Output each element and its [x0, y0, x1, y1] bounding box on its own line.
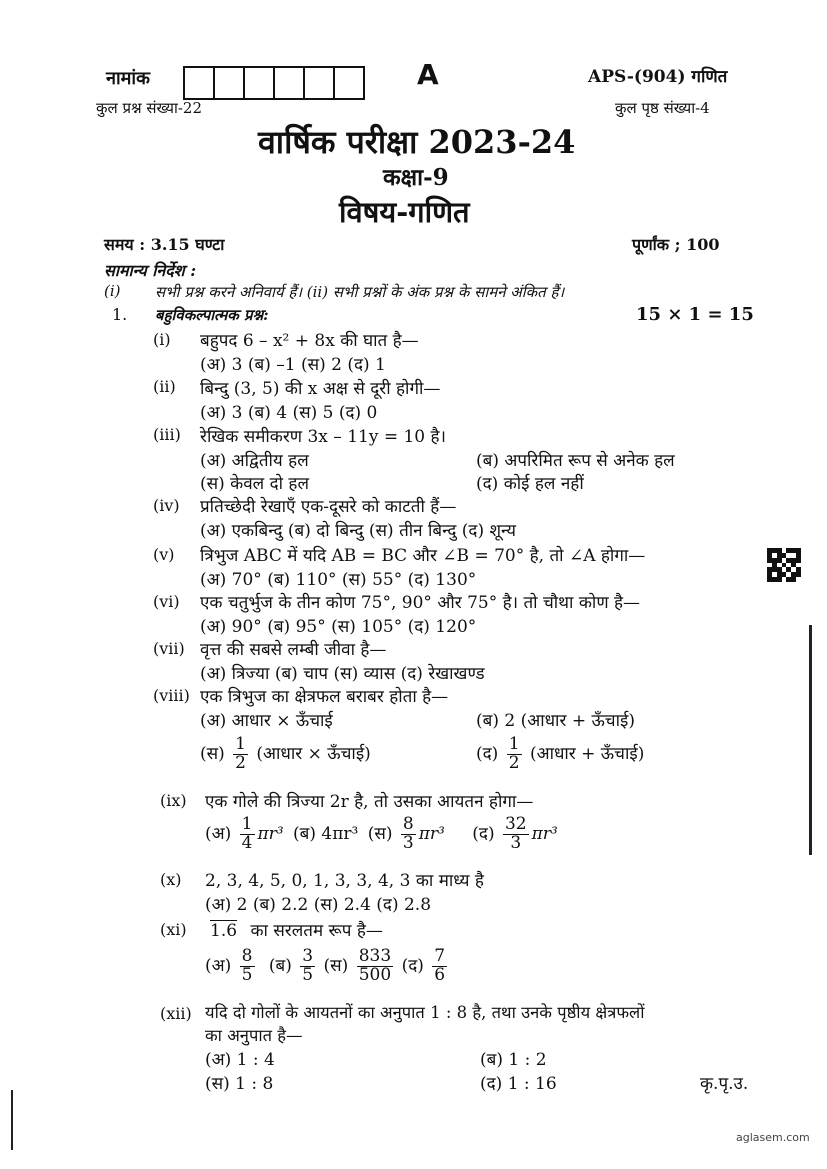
q11-option-a-label: (अ): [205, 955, 232, 976]
q8-number: (viii): [153, 686, 190, 705]
section-marks: 15 × 1 = 15: [636, 304, 754, 325]
fraction-denominator: 3: [402, 832, 414, 853]
q12-text: यदि दो गोलों के आयतनों का अनुपात 1 : 8 है, तथा उनके पृष्ठीय क्षेत्रफलों: [205, 1003, 645, 1022]
q4-text: प्रतिच्छेदी रेखाएँ एक-दूसरे को काटती हैं—: [200, 497, 457, 517]
roll-number-boxes: [183, 66, 363, 100]
q11-option-c-label: (स): [323, 955, 349, 976]
q11-options: [205, 948, 450, 985]
q10-number: (x): [160, 870, 182, 889]
qr-code-icon: [767, 548, 801, 582]
roll-number-label: नामांक: [106, 68, 150, 89]
q9-option-a-term: πr³: [257, 823, 284, 844]
q8-option-c-text: (आधार × ऊँचाई): [256, 743, 371, 764]
section-number: 1.: [112, 305, 128, 324]
exam-time: समय : 3.15 घण्टा: [104, 235, 225, 254]
instruction-num: (i): [104, 282, 121, 300]
q12-option-d: (द) 1 : 16: [480, 1074, 557, 1094]
q1-number: (i): [153, 330, 171, 349]
instructions-heading: सामान्य निर्देश :: [104, 261, 197, 280]
q3-option-a: (अ) अद्वितीय हल: [200, 451, 309, 471]
fraction-numerator: 32: [504, 814, 527, 834]
fraction-numerator: 1: [241, 814, 253, 834]
watermark: aglasem.com: [736, 1131, 810, 1144]
q10-text: 2, 3, 4, 5, 0, 1, 3, 3, 4, 3 का माध्य है: [205, 871, 484, 891]
q8-text: एक त्रिभुज का क्षेत्रफल बराबर होता है—: [200, 687, 449, 707]
fraction-numerator: 8: [402, 814, 414, 834]
q7-number: (vii): [153, 639, 185, 658]
one-half-fraction: [233, 736, 248, 773]
q8-option-d: [476, 736, 644, 773]
q11-number: (xi): [160, 920, 187, 939]
total-questions: कुल प्रश्न संख्या-22: [96, 99, 203, 117]
q8-option-c: [200, 736, 371, 773]
q9-option-c-label: (स): [367, 823, 393, 844]
fraction-numerator: 3: [302, 946, 314, 966]
max-marks: पूर्णांक ; 100: [632, 235, 720, 254]
q3-option-b: (ब) अपरिमित रूप से अनेक हल: [476, 451, 675, 471]
q2-text: बिन्दु (3, 5) की x अक्ष से दूरी होगी—: [200, 379, 441, 399]
q12-option-a: (अ) 1 : 4: [205, 1050, 275, 1070]
q8-option-d-text: (आधार + ऊँचाई): [529, 743, 645, 764]
fraction-denominator: 5: [302, 964, 314, 985]
q11-option-a-fraction: [240, 948, 255, 985]
q3-option-d: (द) कोई हल नहीं: [476, 474, 584, 494]
q8-option-c-label: (स): [200, 743, 225, 764]
q9-option-c-term: πr³: [418, 823, 445, 844]
class-title: कक्षा-9: [383, 164, 449, 191]
scan-edge-mark: [11, 1090, 13, 1150]
q10-options: (अ) 2 (ब) 2.2 (स) 2.4 (द) 2.8: [205, 895, 432, 915]
q3-option-c: (स) केवल दो हल: [200, 474, 309, 494]
q11-option-d-fraction: [432, 948, 447, 985]
scan-edge-mark: [809, 625, 812, 855]
q8-option-b: (ब) 2 (आधार + ऊँचाई): [476, 711, 635, 731]
q12-option-b: (ब) 1 : 2: [480, 1050, 547, 1070]
q12-text-continued: का अनुपात है—: [205, 1026, 303, 1045]
fraction-numerator: 833: [358, 946, 392, 966]
q7-options: (अ) त्रिज्या (ब) चाप (स) व्यास (द) रेखाखण्ड: [200, 664, 485, 684]
q9-option-a-fraction: [240, 816, 255, 853]
section-heading: बहुविकल्पात्मक प्रश्न:: [155, 306, 269, 324]
fraction-numerator: 1: [235, 734, 246, 754]
q11-option-b-label: (ब): [268, 955, 292, 976]
fraction-numerator: 7: [434, 946, 446, 966]
subject-title: विषय-गणित: [339, 195, 470, 229]
q1-text: बहुपद 6 – x² + 8x की घात है—: [200, 331, 419, 351]
q6-options: (अ) 90° (ब) 95° (स) 105° (द) 120°: [200, 617, 477, 637]
one-half-fraction: [507, 736, 522, 773]
q6-number: (vi): [153, 592, 180, 611]
q3-text: रेखिक समीकरण 3x – 11y = 10 है।: [200, 427, 446, 447]
fraction-numerator: 1: [508, 734, 520, 754]
q9-option-a-label: (अ): [205, 823, 232, 844]
q5-number: (v): [153, 545, 175, 564]
q11-recurring-decimal: 1.6: [210, 921, 238, 941]
q9-option-d-fraction: [503, 816, 529, 853]
fraction-denominator: 5: [241, 964, 253, 985]
q9-option-b: (ब) 4πr³: [293, 823, 359, 844]
q11-option-d-label: (द): [401, 955, 424, 976]
q11-option-c-fraction: [357, 948, 393, 985]
instruction-text: सभी प्रश्न करने अनिवार्य हैं। (ii) सभी प्रश्नों के अंक प्रश्न के सामने अंकित हैं।: [155, 283, 565, 301]
q1-options: (अ) 3 (ब) –1 (स) 2 (द) 1: [200, 355, 386, 375]
q4-number: (iv): [153, 496, 180, 515]
q9-option-c-fraction: [401, 816, 416, 853]
fraction-denominator: 6: [434, 964, 446, 985]
q5-options: (अ) 70° (ब) 110° (स) 55° (द) 130°: [200, 570, 477, 590]
q5-text: त्रिभुज ABC में यदि AB = BC और ∠B = 70° है, तो ∠A होगा—: [200, 546, 646, 566]
q8-option-d-label: (द): [476, 743, 499, 764]
q9-option-d-term: πr³: [531, 823, 558, 844]
q2-number: (ii): [153, 377, 176, 396]
fraction-denominator: 4: [241, 832, 253, 853]
q12-number: (xii): [160, 1004, 192, 1023]
q9-text: एक गोले की त्रिज्या 2r है, तो उसका आयतन होगा—: [205, 792, 534, 812]
q3-number: (iii): [153, 425, 181, 444]
fraction-denominator: 2: [508, 752, 520, 773]
fraction-denominator: 500: [358, 964, 392, 985]
q12-option-c: (स) 1 : 8: [205, 1074, 274, 1094]
q9-number: (ix): [160, 791, 187, 810]
q11-option-b-fraction: [300, 948, 315, 985]
paper-code: APS-(904) गणित: [588, 67, 728, 87]
paper-set: A: [417, 58, 439, 91]
please-turn-over: कृ.पृ.उ.: [700, 1074, 749, 1094]
q2-options: (अ) 3 (ब) 4 (स) 5 (द) 0: [200, 403, 378, 423]
q7-text: वृत्त की सबसे लम्बी जीवा है—: [200, 640, 387, 660]
q4-options: (अ) एकबिन्दु (ब) दो बिन्दु (स) तीन बिन्दु (द) शून्य: [200, 521, 516, 541]
total-pages: कुल पृष्ठ संख्या-4: [615, 99, 710, 117]
q9-option-d-label: (द): [472, 823, 495, 844]
fraction-denominator: 3: [510, 832, 522, 853]
exam-title: वार्षिक परीक्षा 2023-24: [258, 123, 576, 161]
fraction-numerator: 8: [241, 946, 253, 966]
q9-options: [205, 816, 558, 853]
q11-text: का सरलतम रूप है—: [250, 921, 383, 941]
q11-stem: [210, 918, 383, 941]
q8-option-a: (अ) आधार × ऊँचाई: [200, 711, 333, 731]
fraction-denominator: 2: [235, 752, 246, 773]
q6-text: एक चतुर्भुज के तीन कोण 75°, 90° और 75° है। तो चौथा कोण है—: [200, 593, 641, 613]
